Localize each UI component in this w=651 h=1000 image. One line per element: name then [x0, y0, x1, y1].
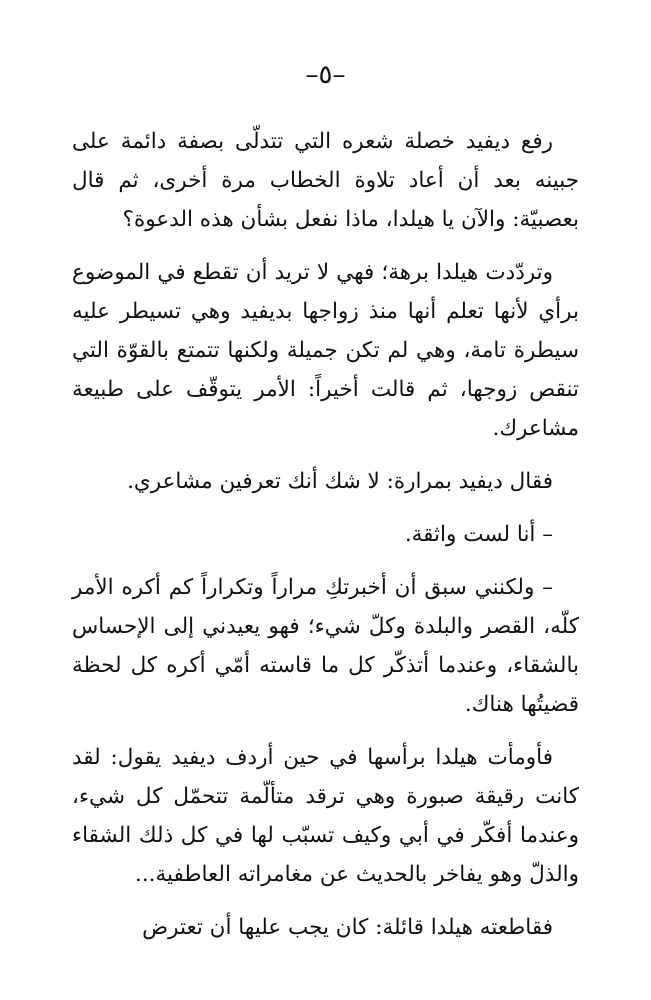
paragraph: رفع ديفيد خصلة شعره التي تتدلّى بصفة دائمة على جبينه بعد أن أعاد تلاوة الخطاب مرة أخرى، ثم قال بعصبيّة: والآن يا هيلدا، ماذا نفعل بشأن هذه الدعوة؟ [72, 129, 579, 232]
paragraph: فقاطعته هيلدا قائلة: كان يجب عليها أن تعترض [142, 915, 553, 940]
page-number: –٥– [305, 60, 346, 90]
paragraph: وتردّدت هيلدا برهة؛ فهي لا تريد أن تقطع في الموضوع برأي لأنها تعلم أنها منذ زواجها بديفيد وهي تسيطر عليه سيطرة تامة، وهي لم تكن جميلة ولكنها تتمتع بالقوّة التي تنقص زوجها، ثم قالت أخيراً: الأمر يتوقّف على طبيعة مشاعرك. [72, 260, 579, 441]
text-body [72, 122, 579, 961]
paragraph: – أنا لست واثقة. [404, 522, 553, 547]
paragraph: – ولكنني سبق أن أخبرتكِ مراراً وتكراراً كم أكره الأمر كلّه، القصر والبلدة وكلّ شيء؛ فهو يعيدني إلى الإحساس بالشقاء، وعندما أتذكّر كل ما قاسته أمّي أكره كل لحظة قضيتُها هناك. [72, 575, 579, 717]
paragraph: فقال ديفيد بمرارة: لا شك أنك تعرفين مشاعري. [127, 469, 553, 494]
paragraph: فأومأت هيلدا برأسها في حين أردف ديفيد يقول: لقد كانت رقيقة صبورة وهي ترقد متألّمة تتحمّل كل شيء، وعندما أفكّر في أبي وكيف تسبّب لها في كل ذلك الشقاء والذلّ وهو يفاخر بالحديث عن مغامراته العاطفية... [72, 745, 579, 887]
